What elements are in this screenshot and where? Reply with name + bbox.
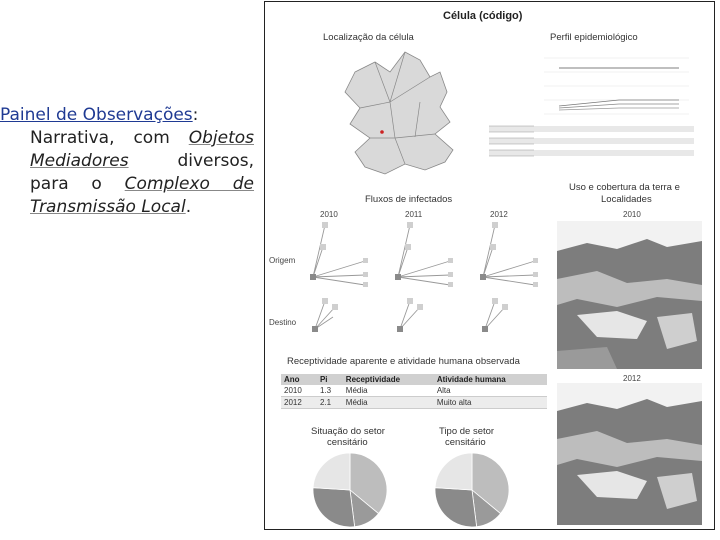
cell-marker xyxy=(380,130,384,134)
slide-colon: : xyxy=(192,105,199,125)
pie-chart-situacao xyxy=(311,451,389,529)
observation-panel xyxy=(264,1,715,530)
term-complexo: Complexo de xyxy=(124,174,255,194)
cell: Alta xyxy=(434,385,547,397)
pie2-title-2: censitário xyxy=(445,437,486,448)
landuse-title-2: Localidades xyxy=(601,194,652,205)
location-title: Localização da célula xyxy=(323,32,414,43)
text-part-2: diversos, para o xyxy=(30,151,254,194)
landuse-title-1: Uso e cobertura da terra e xyxy=(569,182,680,193)
landuse-map-2010 xyxy=(557,221,702,369)
flow-year-3: 2012 xyxy=(490,210,508,219)
flow-year-1: 2010 xyxy=(320,210,338,219)
term-mediadores: Mediadores xyxy=(30,151,129,171)
panel-title: Célula (código) xyxy=(443,10,523,22)
text-part-1: Narrativa, com xyxy=(30,128,189,148)
destination-label: Destino xyxy=(269,318,297,327)
cell: Média xyxy=(343,397,434,409)
pie-slice xyxy=(313,453,350,490)
flow-diagrams xyxy=(305,217,560,337)
pie-slice xyxy=(313,488,355,527)
receptivity-table xyxy=(281,374,547,409)
cell: 2.1 xyxy=(317,397,343,409)
pie1-title-2: censitário xyxy=(327,437,368,448)
term-objetos: Objetos xyxy=(188,128,254,148)
origin-label: Origem xyxy=(269,256,296,265)
profile-title: Perfil epidemiológico xyxy=(550,32,638,43)
landuse-year-1: 2010 xyxy=(623,210,641,219)
col-receptividade: Receptividade xyxy=(343,374,434,385)
profile-chart xyxy=(489,48,694,166)
text-dot: . xyxy=(185,197,192,217)
table-header xyxy=(281,374,547,385)
landuse-year-2: 2012 xyxy=(623,374,641,383)
slide-heading: Painel de Observações xyxy=(0,105,193,125)
table-row xyxy=(281,385,547,397)
cell: 2012 xyxy=(281,397,317,409)
col-atividade: Atividade humana xyxy=(434,374,547,385)
pie2-title-1: Tipo de setor xyxy=(439,426,495,437)
term-transmissao: Transmissão Local xyxy=(30,197,186,217)
flows-title: Fluxos de infectados xyxy=(365,194,453,205)
receptivity-title: Receptividade aparente e atividade humana observada xyxy=(287,356,520,367)
landuse-map-2012 xyxy=(557,383,702,525)
cell: 2010 xyxy=(281,385,317,397)
cell: Muito alta xyxy=(434,397,547,409)
col-ano: Ano xyxy=(281,374,317,385)
location-map xyxy=(335,42,475,187)
table-row xyxy=(281,397,547,409)
cell: 1.3 xyxy=(317,385,343,397)
flow-year-2: 2011 xyxy=(405,210,423,219)
pie-slice xyxy=(435,488,477,527)
pie1-title-1: Situação do setor xyxy=(311,426,385,437)
col-pi: Pi xyxy=(317,374,343,385)
slide-body xyxy=(0,127,254,219)
pie-slice xyxy=(435,453,472,490)
cell: Média xyxy=(343,385,434,397)
slide-text xyxy=(0,104,254,219)
pie-chart-tipo xyxy=(433,451,511,529)
